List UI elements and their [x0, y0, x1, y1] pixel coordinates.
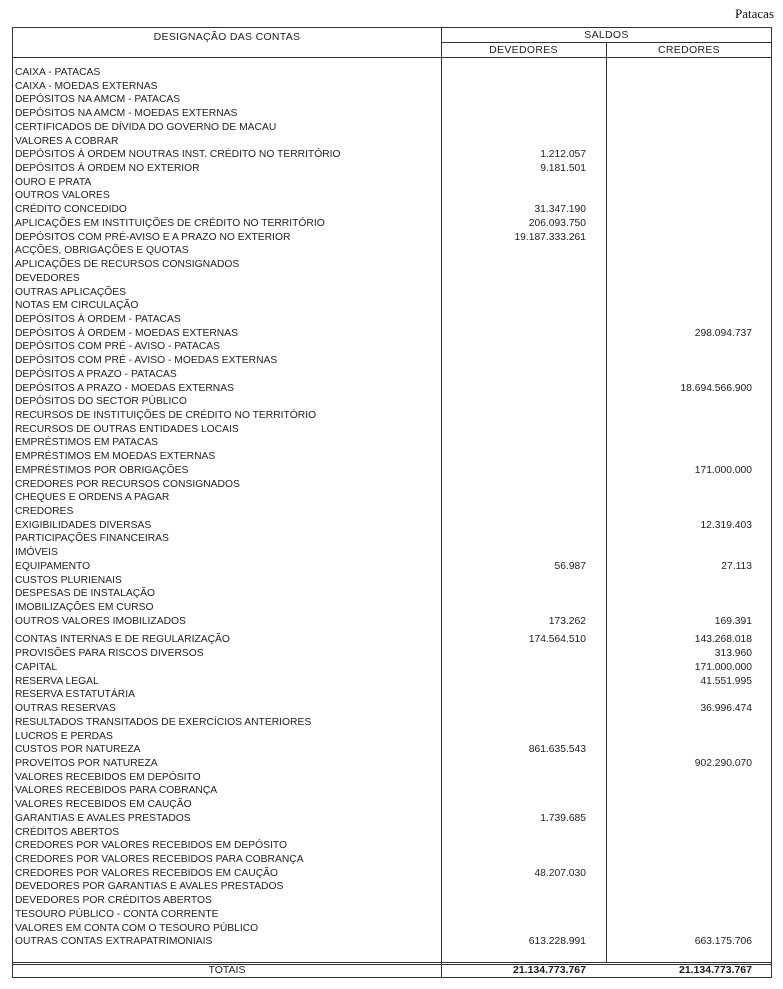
table-row	[13, 217, 771, 231]
table-row	[13, 286, 771, 300]
header-divider	[13, 57, 771, 58]
credit-value: 902.290.070	[694, 757, 752, 769]
account-name: OUTROS VALORES IMOBILIZADOS	[15, 615, 186, 627]
table-row	[13, 121, 771, 135]
table-body	[13, 66, 771, 949]
table-row	[13, 244, 771, 258]
account-name: CREDORES POR VALORES RECEBIDOS EM DEPÓSITO	[15, 840, 287, 852]
account-name: DEPÓSITOS COM PRÉ - AVISO - PATACAS	[15, 341, 221, 353]
account-name: DEPÓSITOS COM PRÉ-AVISO E A PRAZO NO EXTERIOR	[15, 231, 291, 243]
account-name: DEPÓSITOS COM PRÉ - AVISO - MOEDAS EXTERNAS	[15, 355, 278, 367]
table-row	[13, 716, 771, 730]
account-name: EQUIPAMENTO	[15, 560, 91, 572]
table-row	[13, 702, 771, 716]
credit-value: 12.319.403	[700, 519, 752, 531]
account-name: PARTICIPAÇÕES FINANCEIRAS	[15, 533, 169, 545]
account-name: CHEQUES E ORDENS A PAGAR	[15, 492, 170, 504]
account-name: VALORES RECEBIDOS EM CAUÇÃO	[15, 799, 192, 811]
debit-value: 174.564.510	[528, 634, 586, 646]
header-designation: DESIGNAÇÃO DAS CONTAS	[153, 31, 301, 43]
debit-value: 56.987	[554, 560, 586, 572]
table-row	[13, 730, 771, 744]
account-name: DEVEDORES	[15, 272, 80, 284]
account-name: DEPÓSITOS À ORDEM - PATACAS	[15, 313, 181, 325]
table-row	[13, 148, 771, 162]
account-name: CREDORES POR VALORES RECEBIDOS EM CAUÇÃO	[15, 867, 279, 879]
account-name: RESERVA ESTATUTÁRIA	[15, 689, 135, 701]
credit-value: 36.996.474	[700, 703, 752, 715]
totals-credit: 21.134.773.767	[679, 964, 752, 976]
trial-balance-table	[12, 27, 772, 978]
account-name: DEVEDORES POR GARANTIAS E AVALES PRESTADOS	[15, 881, 284, 893]
table-row	[13, 272, 771, 286]
table-row	[13, 532, 771, 546]
table-row	[13, 176, 771, 190]
account-name: CAIXA - MOEDAS EXTERNAS	[15, 80, 158, 92]
table-row	[13, 395, 771, 409]
table-row	[13, 743, 771, 757]
account-name: DESPESAS DE INSTALAÇÃO	[15, 588, 156, 600]
account-name: RESULTADOS TRANSITADOS DE EXERCÍCIOS ANTERIORES	[15, 716, 312, 728]
table-row	[13, 409, 771, 423]
account-name: DEPÓSITOS À ORDEM NO EXTERIOR	[15, 163, 200, 175]
account-name: CREDORES POR VALORES RECEBIDOS PARA COBRANÇA	[15, 853, 304, 865]
account-name: IMOBILIZAÇÕES EM CURSO	[15, 602, 154, 614]
credit-value: 169.391	[714, 615, 752, 627]
table-row	[13, 633, 771, 647]
table-row	[13, 560, 771, 574]
table-row	[13, 839, 771, 853]
account-name: CAIXA - PATACAS	[15, 67, 101, 78]
table-row	[13, 162, 771, 176]
table-row	[13, 894, 771, 908]
table-row	[13, 675, 771, 689]
table-row	[13, 574, 771, 588]
totals-debit: 21.134.773.767	[513, 964, 586, 976]
account-name: EMPRÉSTIMOS EM MOEDAS EXTERNAS	[15, 451, 216, 463]
credit-value: 298.094.737	[694, 327, 752, 339]
credit-value: 171.000.000	[694, 661, 752, 673]
credit-value: 41.551.995	[700, 675, 752, 687]
account-name: CERTIFICADOS DE DÍVIDA DO GOVERNO DE MACAU	[15, 121, 277, 133]
debit-value: 48.207.030	[534, 867, 586, 879]
table-row	[13, 505, 771, 519]
credit-value: 27.113	[721, 560, 752, 572]
table-row	[13, 601, 771, 615]
table-row	[13, 478, 771, 492]
totals-row	[13, 963, 771, 977]
table-row	[13, 922, 771, 936]
credit-value: 18.694.566.900	[680, 382, 752, 394]
account-name: ACÇÕES, OBRIGAÇÕES E QUOTAS	[15, 245, 189, 257]
account-name: CRÉDITO CONCEDIDO	[15, 204, 127, 216]
header-debit: DEVEDORES	[489, 44, 558, 56]
table-row	[13, 587, 771, 601]
credit-value: 663.175.706	[694, 936, 752, 948]
table-row	[13, 340, 771, 354]
table-row	[13, 299, 771, 313]
table-row	[13, 615, 771, 629]
table-row	[13, 908, 771, 922]
table-row	[13, 231, 771, 245]
account-name: CUSTOS PLURIENAIS	[15, 574, 122, 586]
account-name: DEPÓSITOS A PRAZO - PATACAS	[15, 368, 177, 380]
table-row	[13, 382, 771, 396]
table-row	[13, 313, 771, 327]
account-name: GARANTIAS E AVALES PRESTADOS	[15, 812, 191, 824]
table-row	[13, 798, 771, 812]
table-row	[13, 327, 771, 341]
header-credit: CREDORES	[658, 44, 720, 56]
account-name: DEVEDORES POR CRÉDITOS ABERTOS	[15, 895, 212, 907]
debit-value: 1.212.057	[540, 149, 586, 161]
account-name: APLICAÇÕES EM INSTITUIÇÕES DE CRÉDITO NO TERRITÓRIO	[15, 217, 325, 229]
table-row	[13, 107, 771, 121]
table-row	[13, 880, 771, 894]
account-name: DEPÓSITOS À ORDEM - MOEDAS EXTERNAS	[15, 327, 238, 339]
table-row	[13, 368, 771, 382]
table-row	[13, 661, 771, 675]
table-row	[13, 784, 771, 798]
table-row	[13, 935, 771, 949]
account-name: OURO E PRATA	[15, 176, 92, 188]
account-name: DEPÓSITOS NA AMCM - PATACAS	[15, 94, 181, 106]
table-row	[13, 757, 771, 771]
table-row	[13, 436, 771, 450]
table-row	[13, 135, 771, 149]
table-row	[13, 688, 771, 702]
account-name: EXIGIBILIDADES DIVERSAS	[15, 519, 152, 531]
table-row	[13, 546, 771, 560]
table-row	[13, 80, 771, 94]
debit-value: 1.739.685	[540, 812, 586, 824]
table-row	[13, 519, 771, 533]
table-row	[13, 771, 771, 785]
account-name: CRÉDITOS ABERTOS	[15, 826, 120, 838]
account-name: CUSTOS POR NATUREZA	[15, 744, 141, 756]
account-name: CREDORES POR RECURSOS CONSIGNADOS	[15, 478, 240, 490]
account-name: PROVEITOS POR NATUREZA	[15, 757, 158, 769]
table-row	[13, 450, 771, 464]
account-name: OUTRAS APLICAÇÕES	[15, 286, 127, 298]
table-row	[13, 189, 771, 203]
account-name: OUTROS VALORES	[15, 190, 110, 202]
debit-value: 19.187.333.261	[514, 231, 586, 243]
credit-value: 143.268.018	[694, 634, 752, 646]
debit-value: 173.262	[548, 615, 586, 627]
account-name: OUTRAS RESERVAS	[15, 703, 116, 715]
debit-value: 613.228.991	[528, 936, 586, 948]
debit-value: 206.093.750	[528, 217, 586, 229]
debit-value: 861.635.543	[528, 744, 586, 756]
table-row	[13, 812, 771, 826]
table-row	[13, 826, 771, 840]
credit-value: 313.960	[714, 648, 752, 660]
table-row	[13, 66, 771, 80]
account-name: EMPRÉSTIMOS POR OBRIGAÇÕES	[15, 464, 189, 476]
credit-value: 171.000.000	[694, 464, 752, 476]
table-row	[13, 647, 771, 661]
account-name: EMPRÉSTIMOS EM PATACAS	[15, 437, 159, 449]
table-row	[13, 464, 771, 478]
table-row	[13, 93, 771, 107]
totals-label: TOTAIS	[208, 964, 246, 976]
table-row	[13, 354, 771, 368]
debit-value: 31.347.190	[534, 204, 586, 216]
account-name: IMÓVEIS	[15, 547, 58, 559]
account-name: LUCROS E PERDAS	[15, 730, 113, 742]
account-name: APLICAÇÕES DE RECURSOS CONSIGNADOS	[15, 259, 240, 271]
account-name: VALORES EM CONTA COM O TESOURO PÚBLICO	[15, 922, 259, 934]
account-name: DEPÓSITOS NA AMCM - MOEDAS EXTERNAS	[15, 108, 238, 120]
table-row	[13, 423, 771, 437]
account-name: NOTAS EM CIRCULAÇÃO	[15, 300, 139, 312]
table-row	[13, 853, 771, 867]
debit-value: 9.181.501	[540, 163, 586, 175]
table-row	[13, 203, 771, 217]
account-name: DEPÓSITOS A PRAZO - MOEDAS EXTERNAS	[15, 382, 234, 394]
account-name: VALORES RECEBIDOS EM DEPÓSITO	[15, 771, 201, 783]
account-name: CAPITAL	[15, 661, 58, 673]
account-name: OUTRAS CONTAS EXTRAPATRIMONIAIS	[15, 936, 213, 948]
table-row	[13, 491, 771, 505]
account-name: TESOURO PÚBLICO - CONTA CORRENTE	[15, 908, 219, 920]
account-name: RECURSOS DE INSTITUIÇÕES DE CRÉDITO NO TERRITÓRIO	[15, 409, 317, 421]
table-row	[13, 867, 771, 881]
table-row	[13, 258, 771, 272]
account-name: RESERVA LEGAL	[15, 675, 99, 687]
account-name: DEPÓSITOS DO SECTOR PÚBLICO	[15, 396, 187, 408]
account-name: CREDORES	[15, 506, 74, 517]
account-name: PROVISÕES PARA RISCOS DIVERSOS	[15, 648, 204, 660]
account-name: RECURSOS DE OUTRAS ENTIDADES LOCAIS	[15, 423, 239, 435]
header-balances: SALDOS	[584, 29, 629, 41]
account-name: VALORES A COBRAR	[15, 135, 119, 147]
account-name: CONTAS INTERNAS E DE REGULARIZAÇÃO	[15, 634, 230, 646]
account-name: DEPÓSITOS À ORDEM NOUTRAS INST. CRÉDITO NO TERRITÓRIO	[15, 149, 341, 161]
header-divider	[441, 42, 771, 43]
currency-label: Patacas	[735, 6, 774, 21]
account-name: VALORES RECEBIDOS PARA COBRANÇA	[15, 785, 218, 797]
